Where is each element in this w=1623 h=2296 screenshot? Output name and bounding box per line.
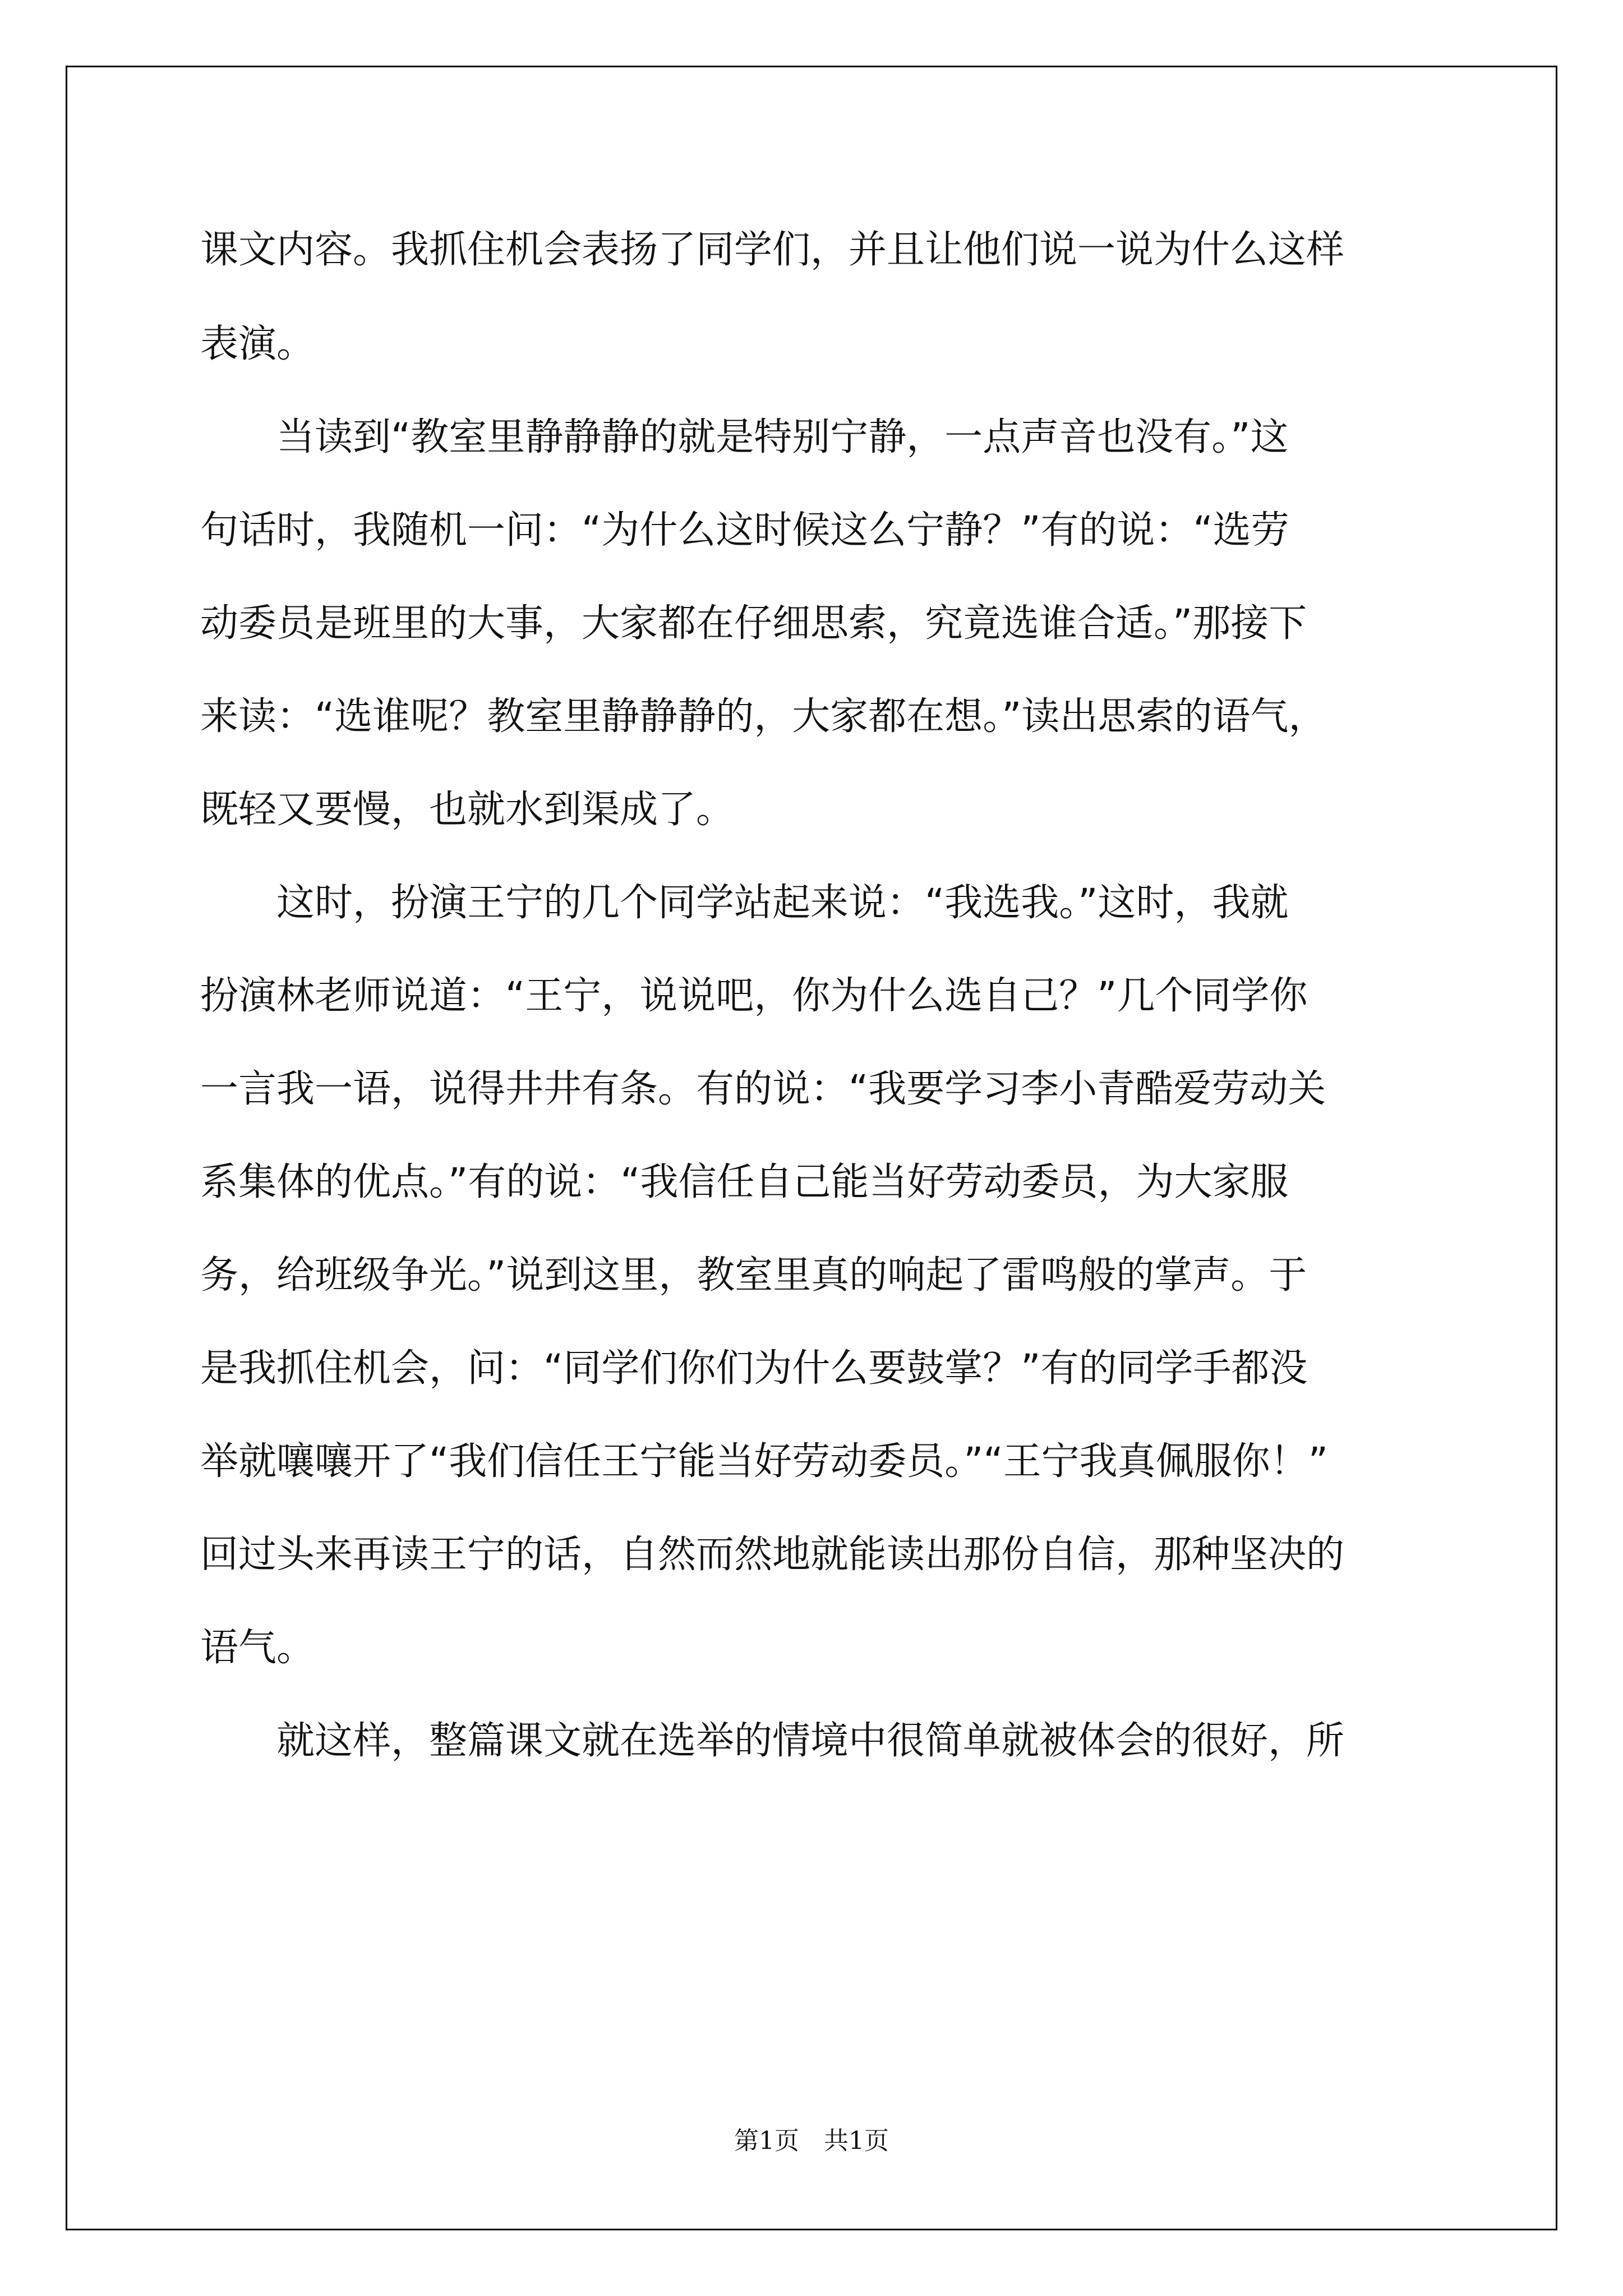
paragraph-start-line: 这时，扮演王宁的几个同学站起来说：“我选我。”这时，我就 xyxy=(200,881,1289,925)
text-line: 扮演林老师说道：“王宁，说说吧，你为什么选自己？”几个同学你 xyxy=(200,974,1308,1018)
text-line: 课文内容。我抓住机会表扬了同学们，并且让他们说一说为什么这样 xyxy=(200,228,1345,272)
page-number-footer: 第1页 共1页 xyxy=(734,2127,889,2155)
text-line: 表演。 xyxy=(200,322,315,366)
text-line: 是我抓住机会，问：“同学们你们为什么要鼓掌？”有的同学手都没 xyxy=(200,1346,1308,1391)
text-line: 语气。 xyxy=(200,1626,315,1670)
text-line: 既轻又要慢，也就水到渠成了。 xyxy=(200,788,735,832)
page-border xyxy=(66,66,1557,2230)
text-line: 务，给班级争光。”说到这里，教室里真的响起了雷鸣般的掌声。于 xyxy=(200,1253,1307,1297)
paragraph-start-line: 当读到“教室里静静静的就是特别宁静，一点声音也没有。”这 xyxy=(200,415,1289,459)
text-line: 动委员是班里的大事，大家都在仔细思索，究竟选谁合适。”那接下 xyxy=(200,601,1307,646)
text-line: 一言我一语，说得井井有条。有的说：“我要学习李小青酷爱劳动关 xyxy=(200,1067,1326,1111)
text-line: 句话时，我随机一问：“为什么这时候这么宁静？”有的说：“选劳 xyxy=(200,508,1289,553)
text-line: 系集体的优点。”有的说：“我信任自己能当好劳动委员，为大家服 xyxy=(200,1160,1289,1204)
text-line: 举就嚷嚷开了“我们信任王宁能当好劳动委员。”“王宁我真佩服你！” xyxy=(200,1439,1328,1484)
text-line: 回过头来再读王宁的话，自然而然地就能读出那份自信，那种坚决的 xyxy=(200,1533,1345,1577)
paragraph-start-line: 就这样，整篇课文就在选举的情境中很简单就被体会的很好，所 xyxy=(200,1719,1345,1763)
text-line: 来读：“选谁呢？教室里静静静的，大家都在想。”读出思索的语气， xyxy=(200,694,1327,739)
